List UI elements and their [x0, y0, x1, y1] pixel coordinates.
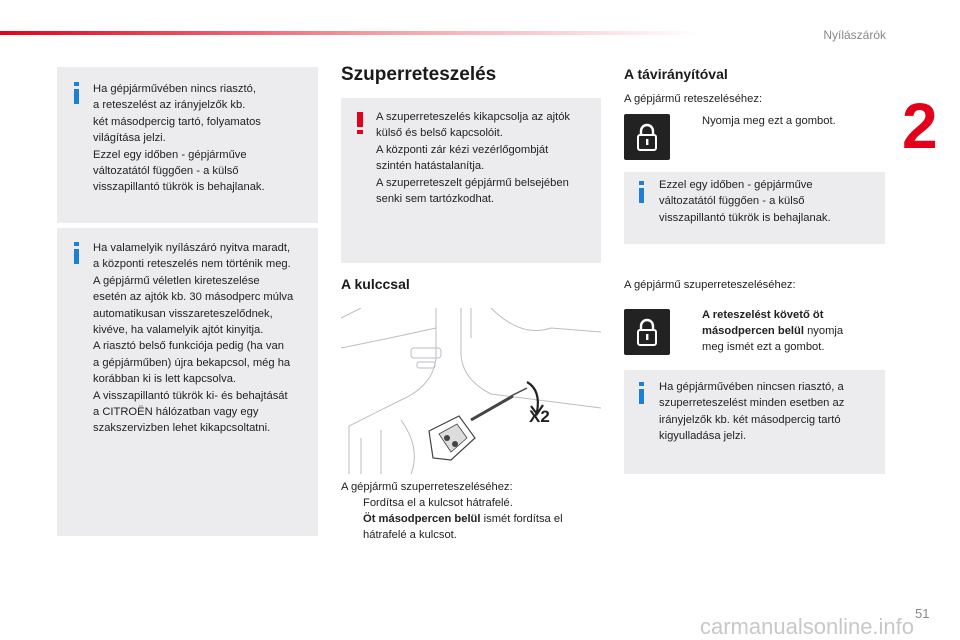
key-illustration — [341, 308, 601, 474]
info-icon — [638, 382, 646, 409]
key-step-2-cont: hátrafelé a kulcsot. — [363, 529, 457, 541]
section-title: Nyílászárók — [823, 28, 886, 42]
superlock-intro: A gépjármű szuperreteszeléséhez: — [624, 279, 796, 291]
key-heading: A kulccsal — [341, 276, 410, 292]
info-icon — [638, 181, 646, 208]
key-step-1: Fordítsa el a kulcsot hátrafelé. — [363, 497, 513, 509]
info-box-text: Ha gépjárművében nincsen riasztó, a szuperreteszelést minden esetben az irányjelzők kb. két másodpercig tartó kigyulladása jelzi. — [659, 381, 845, 443]
info-box-open-door — [57, 228, 318, 536]
padlock-icon — [624, 114, 670, 160]
page-number: 51 — [915, 606, 930, 621]
twice-label: X2 — [529, 407, 550, 426]
key-intro: A gépjármű szuperreteszeléséhez: — [341, 481, 513, 493]
info-box-text: Ha gépjárművében nincs riasztó, a reteszelést az irányjelzők kb. két másodpercig tartó, folyamatos világítása jelzi. Ezzel egy időben - gépjárműve változatától függően - a külső visszapillantó tükrök is behajlanak. — [93, 83, 265, 194]
padlock-icon — [624, 309, 670, 355]
watermark: carmanualsonline.info — [700, 614, 915, 639]
info-box-lights — [57, 67, 318, 223]
info-icon — [73, 82, 81, 109]
lock-step: Nyomja meg ezt a gombot. — [702, 115, 836, 127]
info-box-text: Ha valamelyik nyílászáró nyitva maradt, a központi reteszelés nem történik meg. A gépjármű véletlen kireteszelése esetén az ajtók kb. 30 másodperc múlva automatikusan visszareteszelődnek, kivéve, ha valamelyik ajtót kinyitja. A riasztó belső funkciója pedig (ha van a gépjárműben) újra bekapcsol, még ha korábban ki is lett kapcsolva. A visszapillantó tükrök ki- és behajtását a CITROËN hálózatban vagy egy szakszervizben lehet kikapcsoltatni. — [93, 242, 294, 435]
info-box-mirrors — [624, 172, 885, 244]
info-box-no-alarm — [624, 370, 885, 474]
superlock-step: A reteszelést követő öt — [702, 309, 824, 321]
lock-intro: A gépjármű reteszeléséhez: — [624, 93, 763, 105]
page-title: Szuperreteszelés — [341, 64, 497, 85]
remote-heading: A távirányítóval — [624, 66, 728, 82]
warning-exclamation-icon — [355, 112, 365, 139]
car-key-icon — [429, 388, 527, 460]
info-icon — [73, 242, 81, 269]
info-box-text: Ezzel egy időben - gépjárműve változatától függően - a külső visszapillantó tükrök is behajlanak. — [659, 179, 831, 224]
superlock-step-cont: másodpercen belül nyomja — [702, 325, 844, 337]
superlock-step-cont2: meg ismét ezt a gombot. — [702, 341, 825, 353]
key-step-2: Öt másodpercen belül ismét fordítsa el — [363, 513, 563, 525]
warning-box — [341, 98, 601, 263]
header-accent-bar — [0, 31, 700, 35]
warning-box-text: A szuperreteszelés kikapcsolja az ajtók külső és belső kapcsolóit. A központi zár kézi vezérlőgombját szintén hatástalanítja. A szuperreteszelt gépjármű belsejében senki sem tartózkodhat. — [376, 111, 571, 206]
chapter-number: 2 — [902, 90, 938, 162]
